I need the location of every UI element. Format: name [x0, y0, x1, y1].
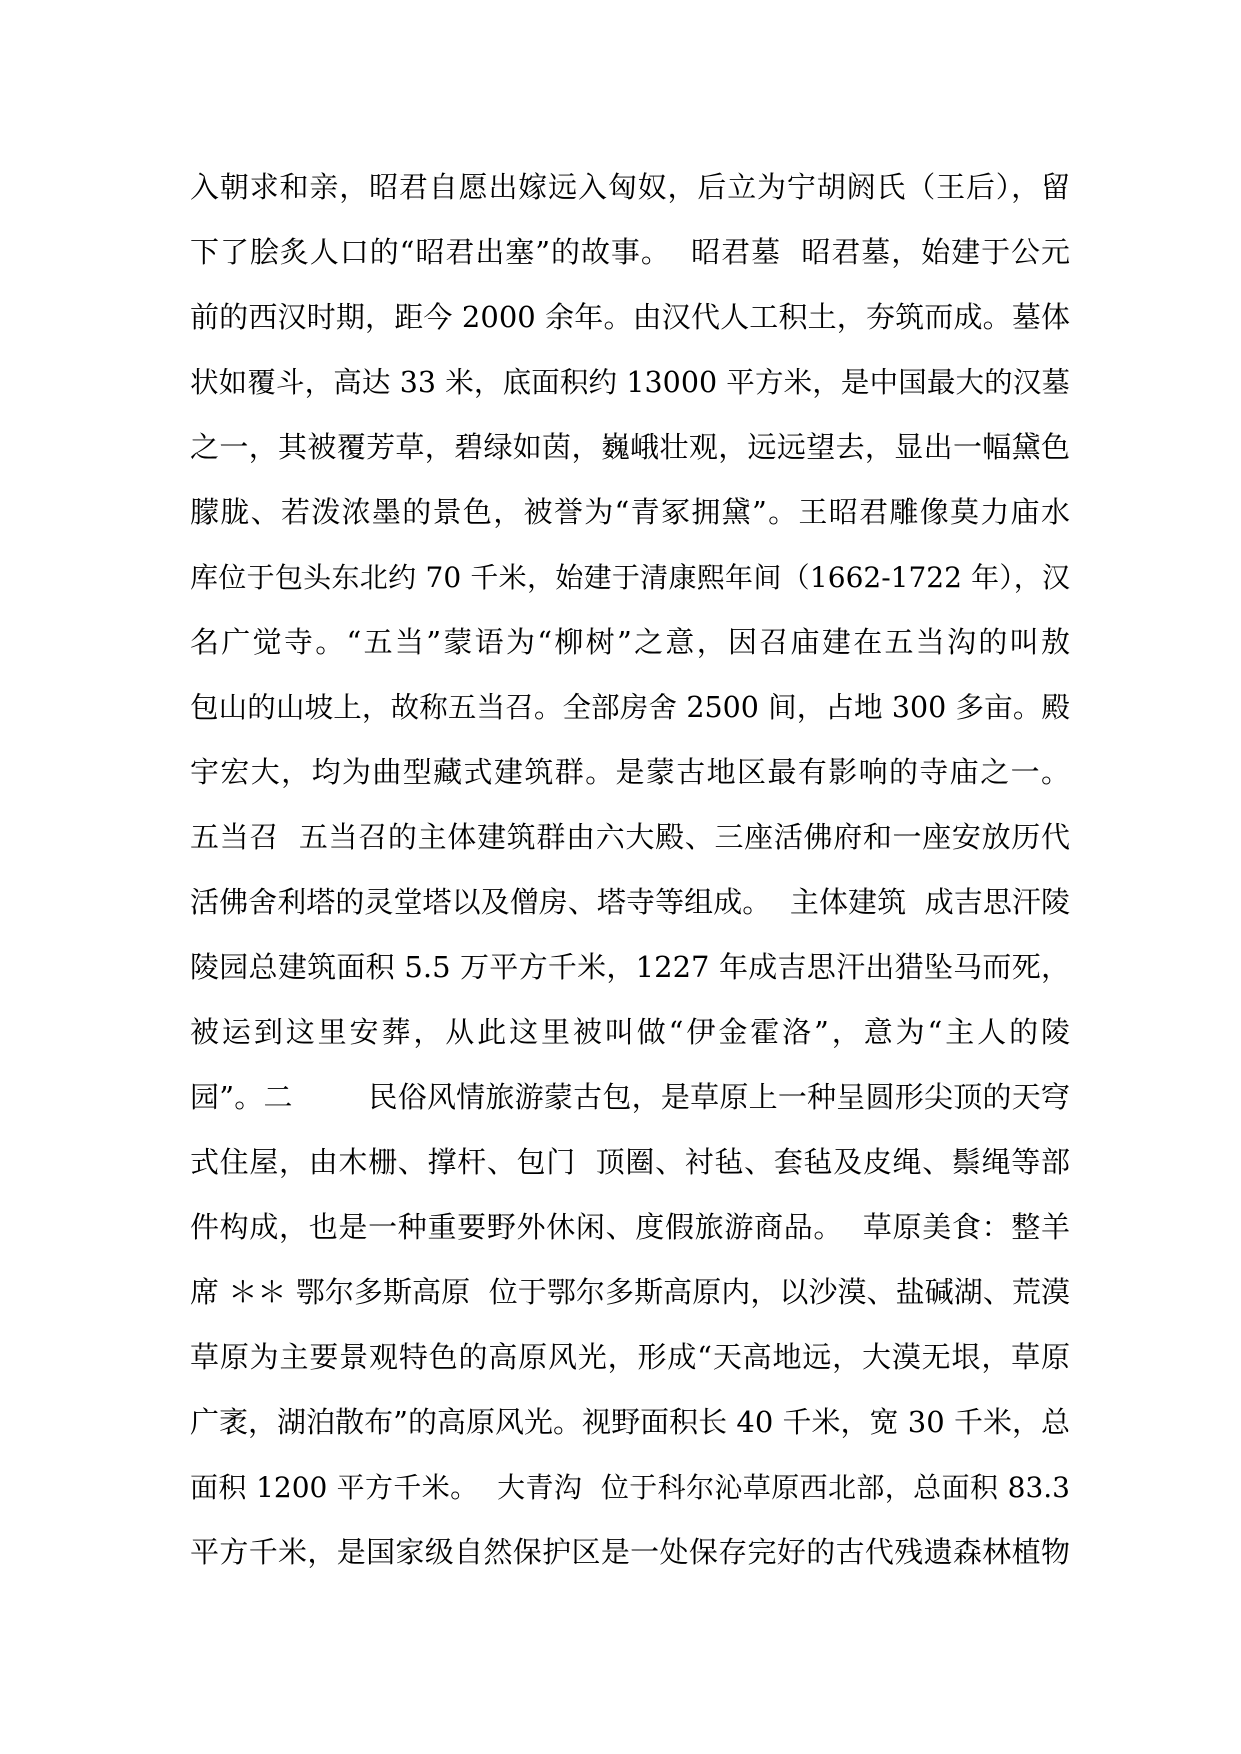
text-line: 名广觉寺。“五当”蒙语为“柳树”之意，因召庙建在五当沟的叫敖	[190, 625, 1070, 659]
text-line: 件构成，也是一种重要野外休闲、度假旅游商品。 草原美食：整羊	[190, 1210, 1070, 1244]
text-line: 陵园总建筑面积 5.5 万平方千米，1227 年成吉思汗出猎坠马而死，	[190, 950, 1070, 984]
text-line: 式住屋，由木栅、撑杆、包门 顶圈、衬毡、套毡及皮绳、鬃绳等部	[190, 1145, 1070, 1179]
text-line: 状如覆斗，高达 33 米，底面积约 13000 平方米，是中国最大的汉墓	[190, 366, 1070, 399]
text-line: 草原为主要景观特色的高原风光，形成“天高地远，大漠无垠，草原	[190, 1340, 1070, 1374]
text-line: 库位于包头东北约 70 千米，始建于清康熙年间（1662-1722 年），汉	[190, 561, 1070, 594]
text-line: 广袤，湖泊散布”的高原风光。视野面积长 40 千米，宽 30 千米，总	[190, 1405, 1070, 1439]
text-line: 前的西汉时期，距今 2000 余年。由汉代人工积土，夯筑而成。墓体	[190, 300, 1070, 334]
text-line: 朦胧、若泼浓墨的景色，被誉为“青冢拥黛”。王昭君雕像莫力庙水	[190, 495, 1070, 529]
text-line: 下了脍炙人口的“昭君出塞”的故事。 昭君墓 昭君墓，始建于公元	[190, 235, 1070, 269]
text-line: 活佛舍利塔的灵堂塔以及僧房、塔寺等组成。 主体建筑 成吉思汗陵	[190, 885, 1070, 919]
text-line: 园”。二 民俗风情旅游蒙古包，是草原上一种呈圆形尖顶的天穹	[190, 1080, 1070, 1114]
text-line: 被运到这里安葬，从此这里被叫做“伊金霍洛”，意为“主人的陵	[190, 1015, 1070, 1049]
text-line: 包山的山坡上，故称五当召。全部房舍 2500 间，占地 300 多亩。殿	[190, 691, 1070, 724]
text-line: 五当召 五当召的主体建筑群由六大殿、三座活佛府和一座安放历代	[190, 820, 1070, 854]
text-line: 入朝求和亲，昭君自愿出嫁远入匈奴，后立为宁胡阏氏（王后），留	[190, 170, 1070, 204]
text-line: 面积 1200 平方千米。 大青沟 位于科尔沁草原西北部，总面积 83.3	[190, 1471, 1070, 1504]
text-line: 席 ＊＊ 鄂尔多斯高原 位于鄂尔多斯高原内，以沙漠、盐碱湖、荒漠	[190, 1275, 1070, 1309]
text-line: 之一，其被覆芳草，碧绿如茵，巍峨壮观，远远望去，显出一幅黛色	[190, 430, 1070, 464]
text-line: 平方千米，是国家级自然保护区是一处保存完好的古代残遗森林植物	[190, 1535, 1070, 1569]
body-text	[190, 155, 1070, 1585]
text-line: 宇宏大，均为曲型藏式建筑群。是蒙古地区最有影响的寺庙之一。	[190, 755, 1070, 789]
